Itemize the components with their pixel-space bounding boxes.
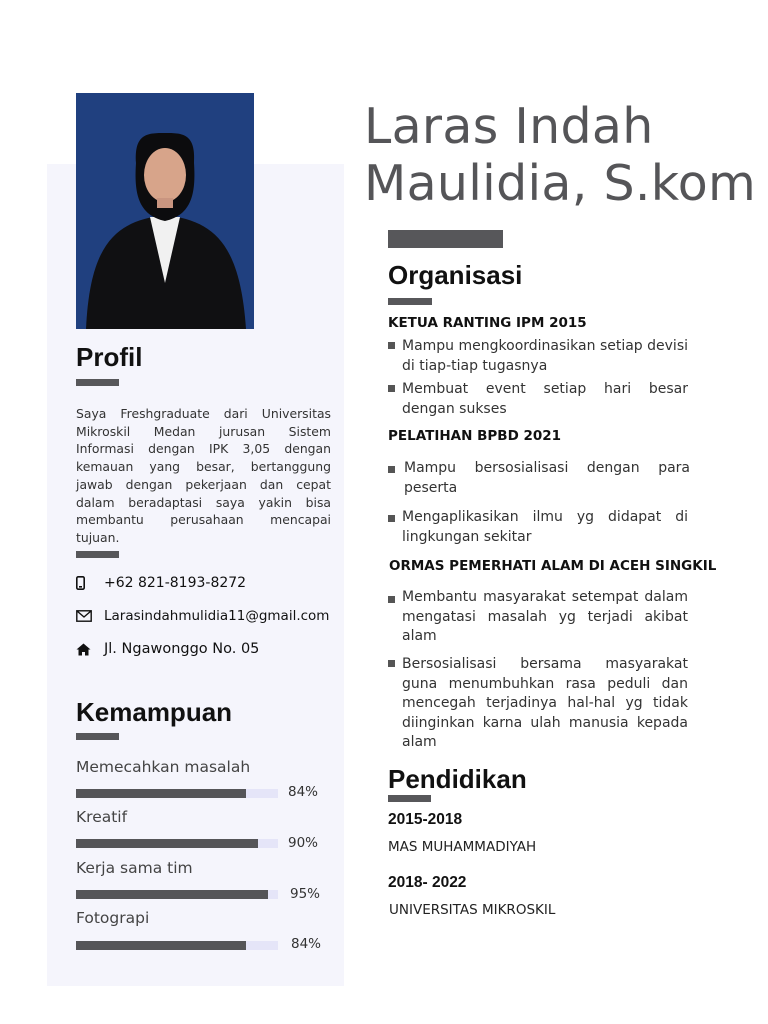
skill-bar <box>76 839 278 848</box>
list-item: Mampu bersosialisasi dengan para peserta <box>388 459 690 498</box>
contact-email <box>76 608 329 624</box>
skill-label: Kerja sama tim <box>76 859 193 877</box>
org-title: KETUA RANTING IPM 2015 <box>388 315 587 331</box>
divider-bar <box>76 551 119 558</box>
list-item: Membantu masyarakat setempat dalam mengatasi masalah yg terjadi akibat alam <box>388 588 688 647</box>
list-item: Mampu mengkoordinasikan setiap devisi di tiap-tiap tugasnya <box>388 337 688 376</box>
divider-bar <box>388 795 431 802</box>
list-item: Membuat event setiap hari besar dengan sukses <box>388 380 688 419</box>
bullet-marker <box>388 660 395 667</box>
skill-label: Fotograpi <box>76 909 150 927</box>
home-icon <box>76 643 92 656</box>
contact-phone <box>76 575 246 591</box>
contact-address <box>76 641 259 657</box>
skill-percent: 84% <box>291 936 322 952</box>
divider-bar <box>76 379 119 386</box>
skill-bar-fill <box>76 890 268 899</box>
education-years: 2015-2018 <box>388 811 463 828</box>
skill-bar-fill <box>76 789 246 798</box>
divider-bar <box>76 733 119 740</box>
profile-heading: Profil <box>76 342 143 372</box>
skills-heading: Kemampuan <box>76 697 233 727</box>
bullet-marker <box>388 385 395 392</box>
education-heading: Pendidikan <box>388 764 527 794</box>
skill-label: Memecahkan masalah <box>76 758 251 776</box>
skill-bar <box>76 890 278 899</box>
bullet-marker <box>388 596 395 603</box>
name-line-2: Maulidia, S.kom <box>364 155 757 212</box>
list-item: Bersosialisasi bersama masyarakat guna menumbuhkan rasa peduli dan mencegah terjadinya hal-hal yg tidak diinginkan karna ulah manusia kepada alam <box>388 655 688 753</box>
address-text: Jl. Ngawonggo No. 05 <box>104 641 260 657</box>
education-school: UNIVERSITAS MIKROSKIL <box>389 902 556 918</box>
email-text: Larasindahmulidia11@gmail.com <box>104 608 330 624</box>
bullet-marker <box>388 342 395 349</box>
name-line-1: Laras Indah <box>364 98 654 155</box>
candidate-name <box>364 98 756 212</box>
bullet-marker <box>388 515 395 522</box>
skill-bar <box>76 941 278 950</box>
bullet-marker <box>388 466 395 473</box>
education-school: MAS MUHAMMADIYAH <box>388 839 537 855</box>
mail-icon <box>76 610 92 622</box>
accent-bar <box>388 230 503 248</box>
skill-bar-fill <box>76 839 258 848</box>
skill-label: Kreatif <box>76 808 128 826</box>
org-title: ORMAS PEMERHATI ALAM DI ACEH SINGKIL <box>389 558 717 574</box>
profile-photo <box>76 93 254 329</box>
organization-heading: Organisasi <box>388 260 523 290</box>
phone-text: +62 821-8193-8272 <box>104 575 247 591</box>
profile-text: Saya Freshgraduate dari Universitas Mikroskil Medan jurusan Sistem Informasi dengan IPK 3,05 dengan kemauan yang besar, bertanggung jawab dengan pekerjaan dan cepat dalam beradaptasi saya yakin bisa membantu perusahaan mencapai tujuan. <box>76 406 331 545</box>
skill-percent: 95% <box>290 886 321 902</box>
skill-percent: 84% <box>288 784 319 800</box>
education-years: 2018- 2022 <box>388 874 467 891</box>
divider-bar <box>388 298 432 305</box>
org-title: PELATIHAN BPBD 2021 <box>388 428 562 444</box>
skill-percent: 90% <box>288 835 319 851</box>
phone-icon <box>76 576 92 590</box>
list-item: Mengaplikasikan ilmu yg didapat di lingkungan sekitar <box>388 508 688 547</box>
skill-bar-fill <box>76 941 246 950</box>
skill-bar <box>76 789 278 798</box>
